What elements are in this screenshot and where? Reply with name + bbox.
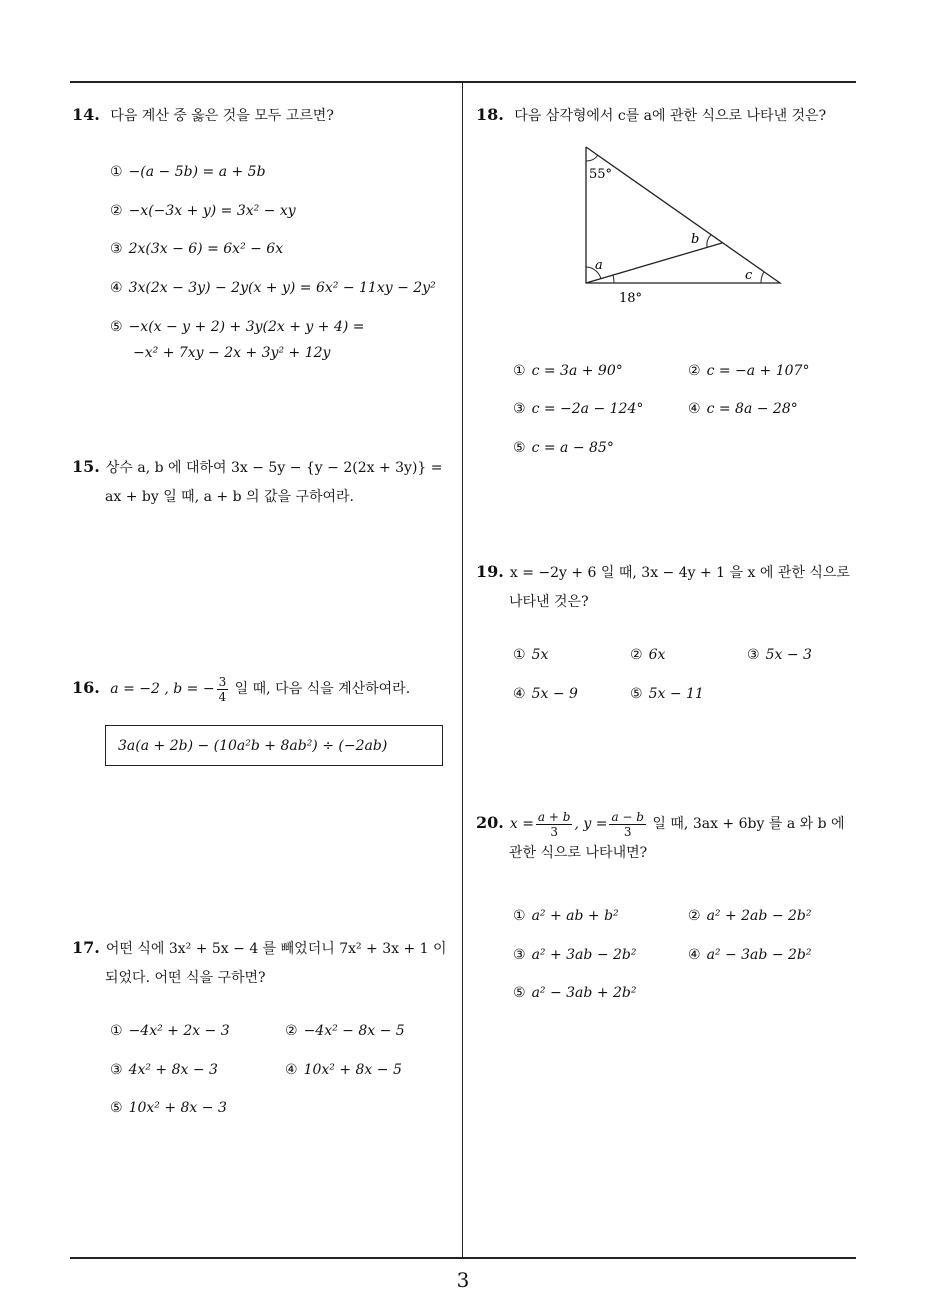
option-mark: ③ (747, 647, 760, 663)
condition: a = −2 , b = − (110, 681, 215, 697)
triangle-figure (570, 140, 800, 310)
option-mark: ② (110, 203, 123, 219)
option-mark: ③ (513, 947, 526, 963)
option-text: a² − 3ab + 2b² (531, 985, 637, 1001)
option-mark: ⑤ (513, 985, 526, 1001)
option-mark: ③ (513, 401, 526, 417)
q14-option-5[interactable] (110, 317, 365, 337)
option-text: −x² + 7xy − 2x + 3y² + 12y (133, 345, 331, 361)
q19-option-5[interactable] (630, 684, 704, 704)
option-mark: ① (110, 1023, 123, 1039)
angle-a-label: a (595, 258, 603, 273)
option-mark: ① (513, 908, 526, 924)
option-mark: ④ (688, 947, 701, 963)
q20-option-4[interactable] (688, 945, 811, 965)
q19-option-4[interactable] (513, 684, 578, 704)
option-mark: ① (513, 363, 526, 379)
option-text: a² + 3ab − 2b² (531, 947, 637, 963)
option-text: −4x² − 8x − 5 (303, 1023, 405, 1039)
q20-option-5[interactable] (513, 983, 636, 1003)
angle-55-label: 55° (589, 167, 613, 182)
option-mark: ② (285, 1023, 298, 1039)
question-number: 17. (72, 938, 100, 957)
question-number: 14. (72, 105, 100, 124)
option-mark: ⑤ (630, 686, 643, 702)
option-mark: ③ (110, 241, 123, 257)
option-text: 5x − 9 (531, 686, 578, 702)
question-stem-line1: x = −2y + 6 일 때, 3x − 4y + 1 을 x 에 관한 식으로 (509, 565, 850, 581)
option-text: 5x − 11 (648, 686, 704, 702)
option-mark: ④ (513, 686, 526, 702)
option-mark: ⑤ (513, 440, 526, 456)
question-number: 18. (476, 105, 504, 124)
option-mark: ② (688, 363, 701, 379)
option-text: −x(x − y + 2) + 3y(2x + y + 4) = (128, 319, 365, 335)
denominator: 3 (550, 824, 558, 839)
option-text: −(a − 5b) = a + 5b (128, 164, 266, 180)
option-text: c = a − 85° (531, 440, 614, 456)
option-text: 4x² + 8x − 3 (128, 1062, 218, 1078)
option-mark: ③ (110, 1062, 123, 1078)
question-18 (476, 100, 826, 131)
q17-option-5[interactable] (110, 1098, 227, 1118)
x-equals: x = (509, 816, 534, 832)
option-mark: ① (110, 164, 123, 180)
numerator: a − b (611, 809, 644, 824)
option-text: −4x² + 2x − 3 (128, 1023, 230, 1039)
option-text: c = 3a + 90° (531, 363, 623, 379)
question-19 (476, 557, 860, 617)
denominator: 3 (623, 824, 632, 839)
q14-option-2[interactable] (110, 201, 296, 221)
q18-option-2[interactable] (688, 361, 809, 381)
option-text: −x(−3x + y) = 3x² − xy (128, 203, 296, 219)
denominator: 4 (218, 689, 227, 704)
q20-option-2[interactable] (688, 906, 811, 926)
option-mark: ① (513, 647, 526, 663)
column-divider (462, 83, 463, 1258)
q20-option-3[interactable] (513, 945, 636, 965)
option-text: 10x² + 8x − 3 (128, 1100, 227, 1116)
x-fraction (536, 810, 573, 839)
top-rule (70, 81, 856, 83)
option-text: c = 8a − 28° (706, 401, 798, 417)
page-number: 3 (456, 1268, 470, 1292)
q18-option-4[interactable] (688, 399, 798, 419)
q14-option-5-cont (133, 343, 330, 363)
question-number: 16. (72, 678, 100, 697)
condition-tail: 일 때, 다음 식을 계산하여라. (230, 681, 411, 697)
question-number: 15. (72, 457, 100, 476)
question-stem-line2: ax + by 일 때, a + b 의 값을 구하여라. (105, 489, 355, 505)
question-17 (72, 933, 458, 993)
bottom-rule (70, 1257, 856, 1259)
fraction (217, 675, 229, 704)
numerator: a + b (537, 809, 571, 824)
q18-option-1[interactable] (513, 361, 623, 381)
option-text: 2x(3x − 6) = 6x² − 6x (128, 241, 284, 257)
question-stem-line2: 관한 식으로 나타내면? (509, 845, 648, 861)
question-15 (72, 452, 456, 512)
question-stem: 다음 삼각형에서 c를 a에 관한 식으로 나타낸 것은? (514, 108, 827, 124)
q17-option-3[interactable] (110, 1060, 218, 1080)
option-text: 5x − 3 (765, 647, 812, 663)
option-text: 3x(2x − 3y) − 2y(x + y) = 6x² − 11xy − 2y² (128, 280, 436, 296)
question-stem: 다음 계산 중 옳은 것을 모두 고르면? (110, 108, 334, 124)
y-fraction (609, 810, 646, 839)
option-mark: ④ (285, 1062, 298, 1078)
option-text: a² − 3ab − 2b² (706, 947, 812, 963)
q19-option-2[interactable] (630, 645, 665, 665)
q14-option-3[interactable] (110, 239, 283, 259)
question-20 (476, 805, 860, 864)
q18-option-5[interactable] (513, 438, 614, 458)
option-text: a² + 2ab − 2b² (706, 908, 812, 924)
q17-option-2[interactable] (285, 1021, 405, 1041)
option-text: a² + ab + b² (531, 908, 619, 924)
q17-option-4[interactable] (285, 1060, 402, 1080)
q19-option-1[interactable] (513, 645, 548, 665)
option-mark: ② (630, 647, 643, 663)
angle-18-label: 18° (619, 291, 643, 306)
q19-option-3[interactable] (747, 645, 812, 665)
question-stem-line2: 되었다. 어떤 식을 구하면? (105, 970, 266, 986)
question-14 (72, 100, 334, 131)
option-text: c = −2a − 124° (531, 401, 644, 417)
question-number: 19. (476, 562, 504, 581)
option-text: c = −a + 107° (706, 363, 810, 379)
option-text: 10x² + 8x − 5 (303, 1062, 402, 1078)
question-stem-line1: 상수 a, b 에 대하여 3x − 5y − {y − 2(2x + 3y)} = (105, 460, 443, 476)
question-stem-line1: 어떤 식에 3x² + 5x − 4 를 빼었더니 7x² + 3x + 1 이 (105, 941, 447, 957)
q14-option-1[interactable] (110, 162, 266, 182)
angle-c-label: c (745, 268, 753, 283)
expression-box (105, 725, 443, 766)
expression: 3a(a + 2b) − (10a²b + 8ab²) ÷ (−2ab) (118, 738, 388, 754)
numerator: 3 (218, 674, 227, 689)
option-mark: ② (688, 908, 701, 924)
question-stem-line2: 나타낸 것은? (509, 594, 589, 610)
angle-b-label: b (691, 232, 700, 247)
q20-option-1[interactable] (513, 906, 619, 926)
condition-tail: 일 때, 3ax + 6by 를 a 와 b 에 (647, 816, 845, 832)
option-text: 6x (648, 647, 666, 663)
y-equals: , y = (574, 816, 608, 832)
option-text: 5x (531, 647, 549, 663)
question-16 (72, 670, 410, 707)
option-mark: ④ (688, 401, 701, 417)
question-number: 20. (476, 813, 504, 832)
q18-option-3[interactable] (513, 399, 643, 419)
q14-option-4[interactable] (110, 278, 436, 298)
q17-option-1[interactable] (110, 1021, 230, 1041)
option-mark: ⑤ (110, 1100, 123, 1116)
option-mark: ④ (110, 280, 123, 296)
option-mark: ⑤ (110, 319, 123, 335)
